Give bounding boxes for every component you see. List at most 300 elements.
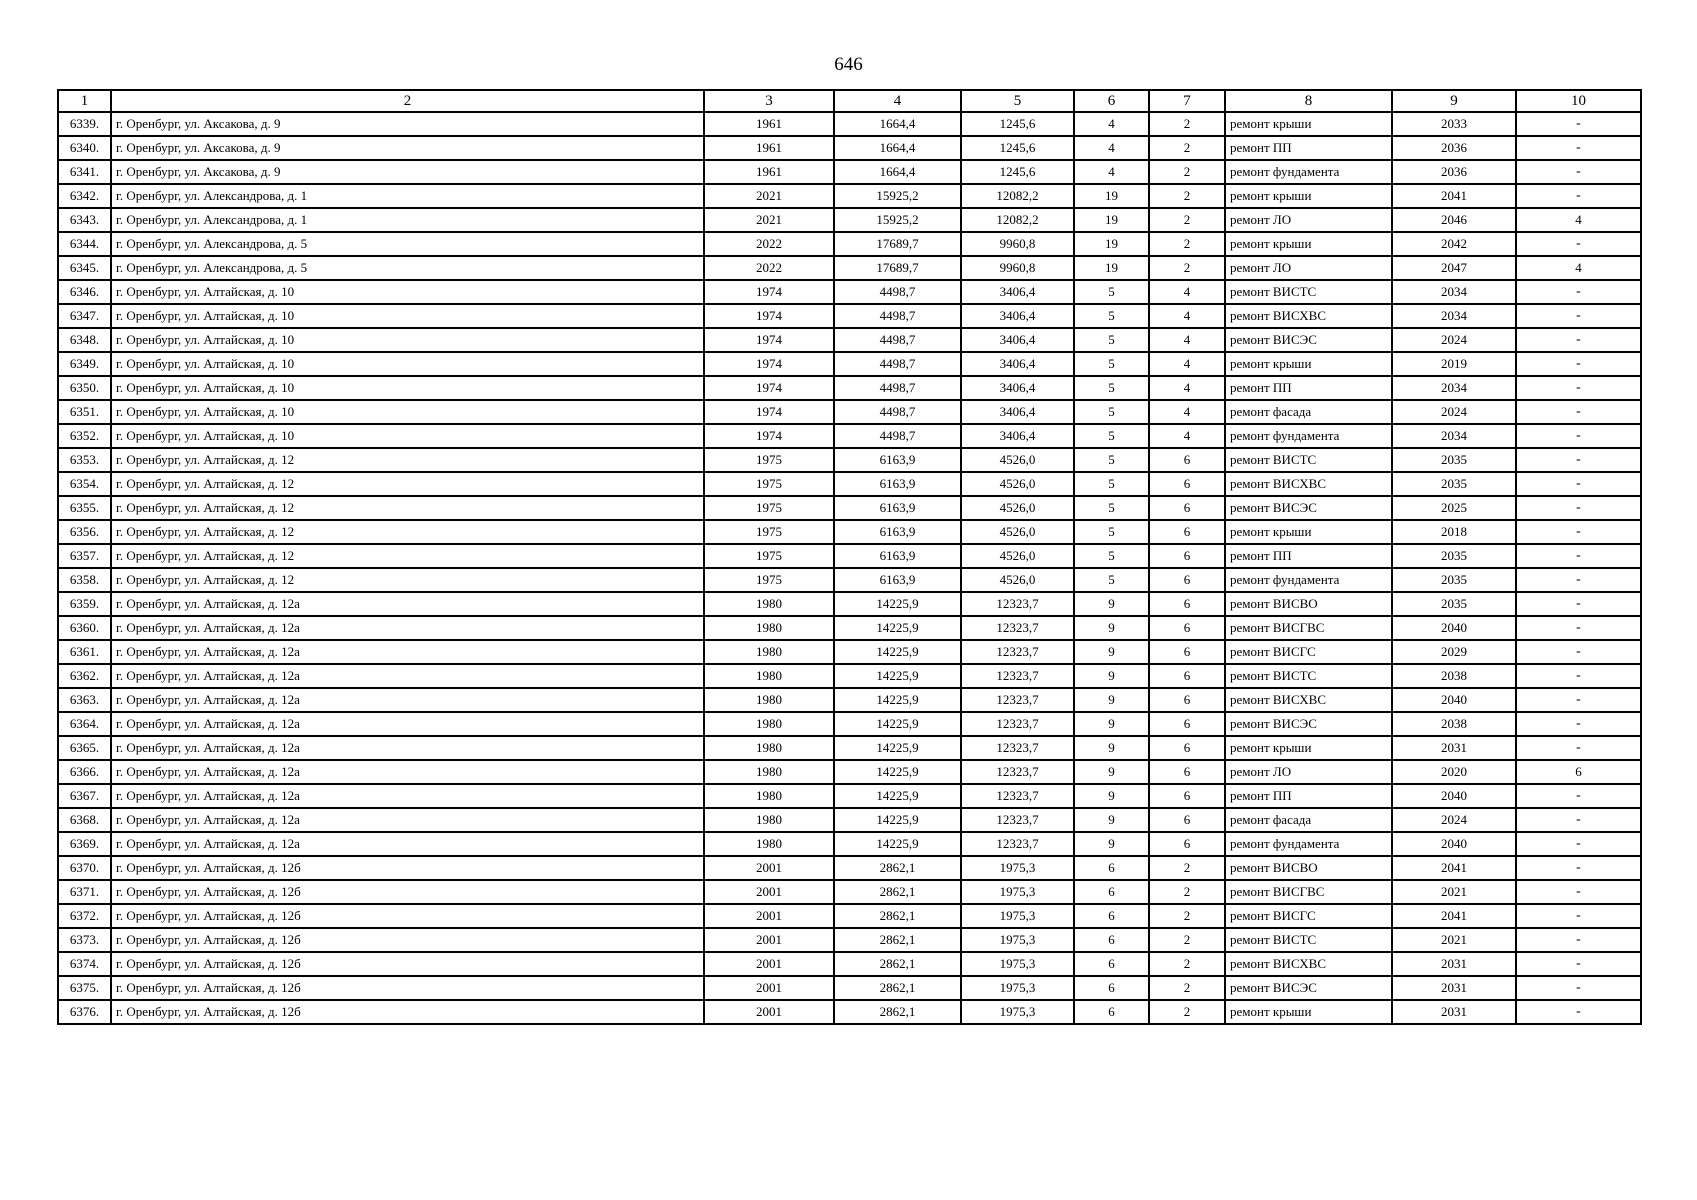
cell-entrances: 2 bbox=[1149, 952, 1225, 976]
cell-entrances: 6 bbox=[1149, 592, 1225, 616]
cell-floors: 6 bbox=[1074, 880, 1149, 904]
cell-living-area: 12082,2 bbox=[961, 208, 1074, 232]
cell-row-number: 6366. bbox=[58, 760, 111, 784]
cell-work-type: ремонт фундамента bbox=[1225, 568, 1392, 592]
cell-year-built: 1980 bbox=[704, 592, 834, 616]
cell-count: - bbox=[1516, 496, 1641, 520]
cell-entrances: 6 bbox=[1149, 712, 1225, 736]
cell-count: - bbox=[1516, 952, 1641, 976]
cell-address: г. Оренбург, ул. Алтайская, д. 12б bbox=[111, 856, 704, 880]
cell-work-type: ремонт ВИСГВС bbox=[1225, 616, 1392, 640]
table-row bbox=[58, 280, 1641, 304]
cell-row-number: 6350. bbox=[58, 376, 111, 400]
cell-total-area: 14225,9 bbox=[834, 664, 961, 688]
table-row bbox=[58, 160, 1641, 184]
cell-floors: 9 bbox=[1074, 616, 1149, 640]
cell-row-number: 6373. bbox=[58, 928, 111, 952]
cell-floors: 9 bbox=[1074, 784, 1149, 808]
cell-planned-year: 2040 bbox=[1392, 616, 1516, 640]
cell-planned-year: 2036 bbox=[1392, 136, 1516, 160]
cell-planned-year: 2042 bbox=[1392, 232, 1516, 256]
table-row bbox=[58, 640, 1641, 664]
cell-work-type: ремонт ВИСВО bbox=[1225, 856, 1392, 880]
cell-work-type: ремонт ПП bbox=[1225, 784, 1392, 808]
cell-living-area: 12323,7 bbox=[961, 616, 1074, 640]
cell-planned-year: 2019 bbox=[1392, 352, 1516, 376]
cell-total-area: 6163,9 bbox=[834, 496, 961, 520]
cell-planned-year: 2035 bbox=[1392, 448, 1516, 472]
cell-address: г. Оренбург, ул. Алтайская, д. 10 bbox=[111, 304, 704, 328]
cell-floors: 9 bbox=[1074, 712, 1149, 736]
cell-count: - bbox=[1516, 832, 1641, 856]
cell-year-built: 2001 bbox=[704, 880, 834, 904]
cell-total-area: 14225,9 bbox=[834, 760, 961, 784]
cell-planned-year: 2024 bbox=[1392, 400, 1516, 424]
cell-year-built: 1980 bbox=[704, 808, 834, 832]
cell-floors: 6 bbox=[1074, 952, 1149, 976]
cell-row-number: 6342. bbox=[58, 184, 111, 208]
cell-entrances: 2 bbox=[1149, 880, 1225, 904]
cell-count: - bbox=[1516, 304, 1641, 328]
column-header-1: 1 bbox=[58, 90, 111, 112]
cell-floors: 5 bbox=[1074, 376, 1149, 400]
column-header-9: 9 bbox=[1392, 90, 1516, 112]
cell-floors: 19 bbox=[1074, 208, 1149, 232]
cell-row-number: 6367. bbox=[58, 784, 111, 808]
cell-total-area: 2862,1 bbox=[834, 928, 961, 952]
cell-planned-year: 2038 bbox=[1392, 712, 1516, 736]
cell-floors: 5 bbox=[1074, 304, 1149, 328]
cell-planned-year: 2041 bbox=[1392, 184, 1516, 208]
cell-address: г. Оренбург, ул. Алтайская, д. 12б bbox=[111, 880, 704, 904]
table-header-row bbox=[58, 90, 1641, 112]
cell-living-area: 1245,6 bbox=[961, 112, 1074, 136]
cell-work-type: ремонт ВИСВО bbox=[1225, 592, 1392, 616]
table-row bbox=[58, 496, 1641, 520]
cell-year-built: 1975 bbox=[704, 448, 834, 472]
cell-living-area: 9960,8 bbox=[961, 232, 1074, 256]
cell-living-area: 12323,7 bbox=[961, 760, 1074, 784]
cell-work-type: ремонт крыши bbox=[1225, 736, 1392, 760]
cell-work-type: ремонт ЛО bbox=[1225, 256, 1392, 280]
cell-planned-year: 2035 bbox=[1392, 592, 1516, 616]
cell-living-area: 4526,0 bbox=[961, 472, 1074, 496]
cell-floors: 9 bbox=[1074, 640, 1149, 664]
cell-planned-year: 2046 bbox=[1392, 208, 1516, 232]
cell-address: г. Оренбург, ул. Александрова, д. 5 bbox=[111, 232, 704, 256]
cell-year-built: 1974 bbox=[704, 304, 834, 328]
cell-total-area: 4498,7 bbox=[834, 424, 961, 448]
cell-living-area: 4526,0 bbox=[961, 544, 1074, 568]
cell-address: г. Оренбург, ул. Алтайская, д. 12а bbox=[111, 592, 704, 616]
cell-total-area: 17689,7 bbox=[834, 232, 961, 256]
cell-address: г. Оренбург, ул. Алтайская, д. 12а bbox=[111, 616, 704, 640]
cell-total-area: 14225,9 bbox=[834, 808, 961, 832]
cell-living-area: 3406,4 bbox=[961, 400, 1074, 424]
cell-planned-year: 2031 bbox=[1392, 736, 1516, 760]
cell-entrances: 4 bbox=[1149, 328, 1225, 352]
cell-planned-year: 2040 bbox=[1392, 784, 1516, 808]
column-header-4: 4 bbox=[834, 90, 961, 112]
cell-entrances: 2 bbox=[1149, 856, 1225, 880]
cell-work-type: ремонт фасада bbox=[1225, 808, 1392, 832]
cell-count: - bbox=[1516, 784, 1641, 808]
cell-floors: 9 bbox=[1074, 592, 1149, 616]
cell-count: - bbox=[1516, 880, 1641, 904]
cell-floors: 9 bbox=[1074, 808, 1149, 832]
cell-year-built: 1980 bbox=[704, 760, 834, 784]
cell-work-type: ремонт крыши bbox=[1225, 1000, 1392, 1024]
table-row bbox=[58, 904, 1641, 928]
cell-count: - bbox=[1516, 352, 1641, 376]
cell-count: - bbox=[1516, 688, 1641, 712]
cell-living-area: 12323,7 bbox=[961, 712, 1074, 736]
table-row bbox=[58, 544, 1641, 568]
cell-floors: 5 bbox=[1074, 400, 1149, 424]
cell-work-type: ремонт фундамента bbox=[1225, 832, 1392, 856]
cell-entrances: 6 bbox=[1149, 448, 1225, 472]
cell-work-type: ремонт ВИСХВС bbox=[1225, 304, 1392, 328]
table-row bbox=[58, 232, 1641, 256]
table-row bbox=[58, 424, 1641, 448]
cell-entrances: 2 bbox=[1149, 208, 1225, 232]
cell-count: - bbox=[1516, 280, 1641, 304]
cell-count: - bbox=[1516, 544, 1641, 568]
cell-work-type: ремонт ПП bbox=[1225, 136, 1392, 160]
cell-year-built: 1961 bbox=[704, 160, 834, 184]
table-row bbox=[58, 448, 1641, 472]
cell-row-number: 6355. bbox=[58, 496, 111, 520]
cell-address: г. Оренбург, ул. Алтайская, д. 12а bbox=[111, 784, 704, 808]
cell-address: г. Оренбург, ул. Александрова, д. 1 bbox=[111, 208, 704, 232]
cell-living-area: 1245,6 bbox=[961, 136, 1074, 160]
cell-count: - bbox=[1516, 928, 1641, 952]
cell-total-area: 1664,4 bbox=[834, 112, 961, 136]
cell-address: г. Оренбург, ул. Алтайская, д. 10 bbox=[111, 424, 704, 448]
cell-total-area: 2862,1 bbox=[834, 1000, 961, 1024]
table-row bbox=[58, 688, 1641, 712]
cell-count: - bbox=[1516, 448, 1641, 472]
cell-address: г. Оренбург, ул. Алтайская, д. 12 bbox=[111, 544, 704, 568]
cell-year-built: 2001 bbox=[704, 976, 834, 1000]
cell-entrances: 2 bbox=[1149, 928, 1225, 952]
cell-address: г. Оренбург, ул. Алтайская, д. 12а bbox=[111, 832, 704, 856]
cell-address: г. Оренбург, ул. Алтайская, д. 10 bbox=[111, 376, 704, 400]
cell-total-area: 2862,1 bbox=[834, 880, 961, 904]
cell-floors: 5 bbox=[1074, 424, 1149, 448]
cell-entrances: 4 bbox=[1149, 280, 1225, 304]
cell-entrances: 6 bbox=[1149, 832, 1225, 856]
cell-planned-year: 2035 bbox=[1392, 472, 1516, 496]
cell-address: г. Оренбург, ул. Алтайская, д. 12а bbox=[111, 808, 704, 832]
cell-row-number: 6372. bbox=[58, 904, 111, 928]
cell-row-number: 6364. bbox=[58, 712, 111, 736]
column-header-5: 5 bbox=[961, 90, 1074, 112]
cell-row-number: 6353. bbox=[58, 448, 111, 472]
cell-address: г. Оренбург, ул. Алтайская, д. 12а bbox=[111, 760, 704, 784]
cell-row-number: 6368. bbox=[58, 808, 111, 832]
cell-row-number: 6361. bbox=[58, 640, 111, 664]
table-row bbox=[58, 376, 1641, 400]
cell-floors: 4 bbox=[1074, 112, 1149, 136]
cell-living-area: 3406,4 bbox=[961, 424, 1074, 448]
cell-entrances: 6 bbox=[1149, 496, 1225, 520]
cell-entrances: 6 bbox=[1149, 520, 1225, 544]
cell-year-built: 1980 bbox=[704, 640, 834, 664]
cell-year-built: 1980 bbox=[704, 736, 834, 760]
cell-entrances: 2 bbox=[1149, 184, 1225, 208]
cell-living-area: 1245,6 bbox=[961, 160, 1074, 184]
cell-work-type: ремонт крыши bbox=[1225, 352, 1392, 376]
cell-planned-year: 2031 bbox=[1392, 1000, 1516, 1024]
cell-entrances: 6 bbox=[1149, 616, 1225, 640]
cell-planned-year: 2024 bbox=[1392, 808, 1516, 832]
cell-year-built: 1980 bbox=[704, 832, 834, 856]
cell-work-type: ремонт крыши bbox=[1225, 232, 1392, 256]
cell-total-area: 4498,7 bbox=[834, 376, 961, 400]
cell-living-area: 12323,7 bbox=[961, 664, 1074, 688]
cell-work-type: ремонт ВИСХВС bbox=[1225, 688, 1392, 712]
column-header-7: 7 bbox=[1149, 90, 1225, 112]
cell-work-type: ремонт ВИСТС bbox=[1225, 448, 1392, 472]
cell-total-area: 4498,7 bbox=[834, 328, 961, 352]
column-header-3: 3 bbox=[704, 90, 834, 112]
cell-year-built: 1974 bbox=[704, 400, 834, 424]
cell-row-number: 6346. bbox=[58, 280, 111, 304]
cell-count: - bbox=[1516, 520, 1641, 544]
table-row bbox=[58, 616, 1641, 640]
cell-living-area: 9960,8 bbox=[961, 256, 1074, 280]
table-body bbox=[58, 112, 1641, 1024]
cell-entrances: 2 bbox=[1149, 904, 1225, 928]
repair-schedule-table bbox=[57, 89, 1642, 1025]
cell-count: - bbox=[1516, 664, 1641, 688]
cell-year-built: 1980 bbox=[704, 664, 834, 688]
cell-entrances: 6 bbox=[1149, 760, 1225, 784]
cell-entrances: 4 bbox=[1149, 304, 1225, 328]
cell-living-area: 12323,7 bbox=[961, 832, 1074, 856]
table-row bbox=[58, 304, 1641, 328]
cell-living-area: 12082,2 bbox=[961, 184, 1074, 208]
cell-row-number: 6370. bbox=[58, 856, 111, 880]
cell-count: - bbox=[1516, 856, 1641, 880]
cell-year-built: 2022 bbox=[704, 256, 834, 280]
cell-total-area: 6163,9 bbox=[834, 520, 961, 544]
table-row bbox=[58, 112, 1641, 136]
cell-entrances: 4 bbox=[1149, 376, 1225, 400]
cell-year-built: 1980 bbox=[704, 616, 834, 640]
cell-year-built: 2001 bbox=[704, 856, 834, 880]
cell-living-area: 1975,3 bbox=[961, 880, 1074, 904]
cell-row-number: 6356. bbox=[58, 520, 111, 544]
cell-year-built: 1975 bbox=[704, 472, 834, 496]
cell-total-area: 4498,7 bbox=[834, 304, 961, 328]
cell-row-number: 6341. bbox=[58, 160, 111, 184]
cell-entrances: 6 bbox=[1149, 664, 1225, 688]
cell-row-number: 6349. bbox=[58, 352, 111, 376]
table-row bbox=[58, 592, 1641, 616]
cell-count: - bbox=[1516, 400, 1641, 424]
cell-planned-year: 2047 bbox=[1392, 256, 1516, 280]
table-row bbox=[58, 520, 1641, 544]
cell-row-number: 6347. bbox=[58, 304, 111, 328]
cell-count: - bbox=[1516, 328, 1641, 352]
cell-work-type: ремонт фасада bbox=[1225, 400, 1392, 424]
cell-year-built: 1975 bbox=[704, 520, 834, 544]
cell-living-area: 3406,4 bbox=[961, 376, 1074, 400]
cell-row-number: 6339. bbox=[58, 112, 111, 136]
cell-floors: 6 bbox=[1074, 976, 1149, 1000]
cell-planned-year: 2038 bbox=[1392, 664, 1516, 688]
cell-year-built: 1974 bbox=[704, 280, 834, 304]
cell-row-number: 6344. bbox=[58, 232, 111, 256]
cell-count: - bbox=[1516, 736, 1641, 760]
table-row bbox=[58, 568, 1641, 592]
cell-work-type: ремонт ВИСТС bbox=[1225, 928, 1392, 952]
table-row bbox=[58, 928, 1641, 952]
cell-entrances: 6 bbox=[1149, 736, 1225, 760]
cell-planned-year: 2034 bbox=[1392, 424, 1516, 448]
cell-work-type: ремонт ВИСХВС bbox=[1225, 472, 1392, 496]
cell-planned-year: 2020 bbox=[1392, 760, 1516, 784]
cell-work-type: ремонт фундамента bbox=[1225, 424, 1392, 448]
cell-year-built: 1980 bbox=[704, 688, 834, 712]
cell-entrances: 2 bbox=[1149, 1000, 1225, 1024]
cell-living-area: 12323,7 bbox=[961, 688, 1074, 712]
cell-count: - bbox=[1516, 184, 1641, 208]
cell-work-type: ремонт ВИСЭС bbox=[1225, 328, 1392, 352]
cell-work-type: ремонт ЛО bbox=[1225, 208, 1392, 232]
cell-row-number: 6358. bbox=[58, 568, 111, 592]
cell-total-area: 4498,7 bbox=[834, 352, 961, 376]
cell-year-built: 1975 bbox=[704, 544, 834, 568]
cell-count: - bbox=[1516, 592, 1641, 616]
cell-work-type: ремонт крыши bbox=[1225, 112, 1392, 136]
cell-planned-year: 2033 bbox=[1392, 112, 1516, 136]
cell-floors: 19 bbox=[1074, 256, 1149, 280]
cell-count: - bbox=[1516, 640, 1641, 664]
cell-year-built: 2001 bbox=[704, 904, 834, 928]
cell-total-area: 15925,2 bbox=[834, 208, 961, 232]
cell-row-number: 6351. bbox=[58, 400, 111, 424]
cell-entrances: 6 bbox=[1149, 808, 1225, 832]
cell-count: - bbox=[1516, 616, 1641, 640]
cell-count: - bbox=[1516, 976, 1641, 1000]
cell-planned-year: 2034 bbox=[1392, 280, 1516, 304]
cell-address: г. Оренбург, ул. Алтайская, д. 12а bbox=[111, 664, 704, 688]
table-row bbox=[58, 952, 1641, 976]
cell-year-built: 2001 bbox=[704, 928, 834, 952]
cell-entrances: 4 bbox=[1149, 424, 1225, 448]
table-row bbox=[58, 976, 1641, 1000]
cell-total-area: 14225,9 bbox=[834, 616, 961, 640]
cell-total-area: 14225,9 bbox=[834, 688, 961, 712]
cell-row-number: 6348. bbox=[58, 328, 111, 352]
cell-row-number: 6374. bbox=[58, 952, 111, 976]
cell-year-built: 1975 bbox=[704, 496, 834, 520]
cell-living-area: 1975,3 bbox=[961, 928, 1074, 952]
cell-living-area: 3406,4 bbox=[961, 352, 1074, 376]
cell-year-built: 1974 bbox=[704, 352, 834, 376]
cell-entrances: 4 bbox=[1149, 400, 1225, 424]
cell-entrances: 2 bbox=[1149, 136, 1225, 160]
cell-address: г. Оренбург, ул. Алтайская, д. 12а bbox=[111, 712, 704, 736]
cell-total-area: 1664,4 bbox=[834, 136, 961, 160]
cell-living-area: 12323,7 bbox=[961, 808, 1074, 832]
cell-row-number: 6362. bbox=[58, 664, 111, 688]
cell-floors: 6 bbox=[1074, 928, 1149, 952]
cell-living-area: 4526,0 bbox=[961, 448, 1074, 472]
cell-work-type: ремонт ВИСГВС bbox=[1225, 880, 1392, 904]
table-row bbox=[58, 784, 1641, 808]
cell-year-built: 2001 bbox=[704, 952, 834, 976]
table-row bbox=[58, 136, 1641, 160]
cell-work-type: ремонт крыши bbox=[1225, 184, 1392, 208]
cell-work-type: ремонт ВИСХВС bbox=[1225, 952, 1392, 976]
cell-address: г. Оренбург, ул. Алтайская, д. 12 bbox=[111, 472, 704, 496]
cell-total-area: 2862,1 bbox=[834, 976, 961, 1000]
cell-planned-year: 2021 bbox=[1392, 928, 1516, 952]
cell-work-type: ремонт ВИСЭС bbox=[1225, 976, 1392, 1000]
cell-living-area: 1975,3 bbox=[961, 952, 1074, 976]
cell-floors: 9 bbox=[1074, 664, 1149, 688]
cell-entrances: 6 bbox=[1149, 688, 1225, 712]
cell-planned-year: 2024 bbox=[1392, 328, 1516, 352]
cell-row-number: 6343. bbox=[58, 208, 111, 232]
table-row bbox=[58, 184, 1641, 208]
cell-living-area: 4526,0 bbox=[961, 496, 1074, 520]
cell-planned-year: 2035 bbox=[1392, 544, 1516, 568]
cell-count: 4 bbox=[1516, 256, 1641, 280]
cell-address: г. Оренбург, ул. Алтайская, д. 10 bbox=[111, 280, 704, 304]
cell-address: г. Оренбург, ул. Алтайская, д. 12 bbox=[111, 568, 704, 592]
cell-floors: 5 bbox=[1074, 496, 1149, 520]
cell-living-area: 12323,7 bbox=[961, 736, 1074, 760]
cell-total-area: 6163,9 bbox=[834, 568, 961, 592]
cell-entrances: 4 bbox=[1149, 352, 1225, 376]
cell-total-area: 6163,9 bbox=[834, 544, 961, 568]
cell-living-area: 12323,7 bbox=[961, 784, 1074, 808]
cell-entrances: 6 bbox=[1149, 568, 1225, 592]
cell-total-area: 14225,9 bbox=[834, 736, 961, 760]
cell-work-type: ремонт ПП bbox=[1225, 544, 1392, 568]
cell-total-area: 14225,9 bbox=[834, 832, 961, 856]
cell-address: г. Оренбург, ул. Алтайская, д. 12б bbox=[111, 952, 704, 976]
cell-total-area: 15925,2 bbox=[834, 184, 961, 208]
cell-entrances: 2 bbox=[1149, 232, 1225, 256]
cell-floors: 19 bbox=[1074, 184, 1149, 208]
cell-entrances: 6 bbox=[1149, 472, 1225, 496]
cell-total-area: 4498,7 bbox=[834, 280, 961, 304]
cell-total-area: 2862,1 bbox=[834, 904, 961, 928]
cell-planned-year: 2035 bbox=[1392, 568, 1516, 592]
cell-work-type: ремонт ВИСГС bbox=[1225, 640, 1392, 664]
cell-planned-year: 2041 bbox=[1392, 856, 1516, 880]
cell-entrances: 6 bbox=[1149, 544, 1225, 568]
cell-count: - bbox=[1516, 232, 1641, 256]
cell-year-built: 1975 bbox=[704, 568, 834, 592]
table-row bbox=[58, 472, 1641, 496]
table-row bbox=[58, 736, 1641, 760]
cell-total-area: 14225,9 bbox=[834, 784, 961, 808]
column-header-6: 6 bbox=[1074, 90, 1149, 112]
cell-address: г. Оренбург, ул. Алтайская, д. 12 bbox=[111, 496, 704, 520]
table-row bbox=[58, 880, 1641, 904]
cell-total-area: 14225,9 bbox=[834, 640, 961, 664]
cell-row-number: 6371. bbox=[58, 880, 111, 904]
cell-address: г. Оренбург, ул. Алтайская, д. 12 bbox=[111, 448, 704, 472]
cell-living-area: 1975,3 bbox=[961, 1000, 1074, 1024]
